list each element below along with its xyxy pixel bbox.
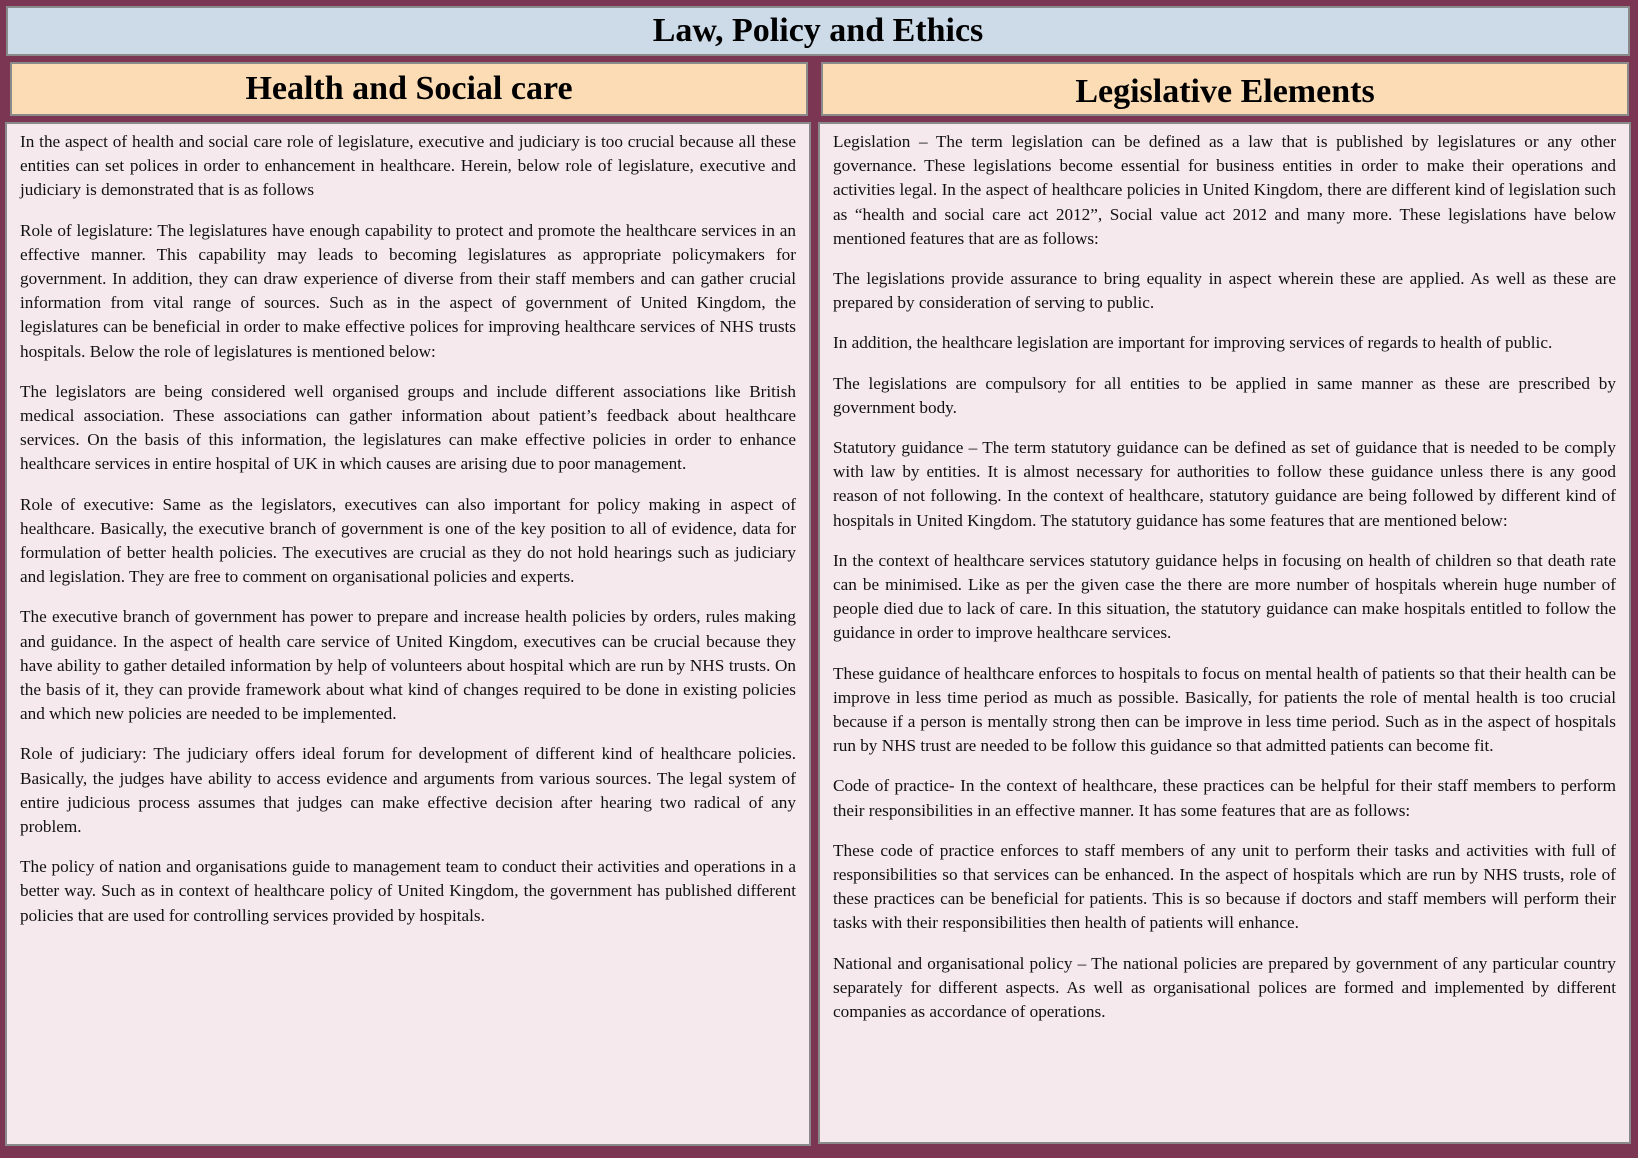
left-paragraph: The executive branch of government has power to prepare and increase health policies by orders, rules making and guidance. In the aspect of health care service of United Kingdom, executives can be crucial because they have ability to gather detailed information by help of volunteers about hospital which are run by NHS trusts. On the basis of it, they can provide framework about what kind of changes required to be done in existing policies and which new policies are needed to be implemented. bbox=[20, 607, 796, 724]
left-paragraph: Role of judiciary: The judiciary offers ideal forum for development of different kind of healthcare policies. Basically, the judges have ability to access evidence and arguments from various sources. The legal system of entire judicious process assumes that judges can make effective decision after hearing two radical of any problem. bbox=[20, 744, 796, 837]
right-paragraph: In addition, the healthcare legislation are important for improving services of regards to health of public. bbox=[833, 333, 1553, 353]
right-paragraph: The legislations are compulsory for all entities to be applied in same manner as these are prescribed by government body. bbox=[833, 373, 1616, 417]
left-column-header bbox=[10, 62, 808, 116]
title-banner bbox=[6, 6, 1630, 56]
left-paragraph: The policy of nation and organisations guide to management team to conduct their activities and operations in a better way. Such as in context of healthcare policy of United Kingdom, the government has published different policies that are used for controlling services provided by hospitals. bbox=[20, 857, 796, 925]
left-text-panel bbox=[5, 122, 811, 1146]
left-paragraph: The legislators are being considered well organised groups and include different associations like British medical association. These associations can gather information about patient’s feedback about healthcare services. On the basis of this information, the legislatures can make effective policies in order to enhance healthcare services in entire hospital of UK in which causes are arising due to poor management. bbox=[20, 381, 796, 474]
left-column-title: Health and Social care bbox=[245, 70, 573, 107]
page-title: Law, Policy and Ethics bbox=[652, 12, 984, 49]
right-paragraph: The legislations provide assurance to bring equality in aspect wherein these are applied. As well as these are prepared by consideration of serving to public. bbox=[833, 269, 1616, 313]
right-paragraph: These code of practice enforces to staff members of any unit to perform their tasks and activities with full of responsibilities so that services can be enhanced. In the aspect of hospitals which are run by NHS trusts, role of these practices can be beneficial for patients. This is so because if doctors and staff members will perform their tasks with their responsibilities then health of patients will enhance. bbox=[833, 840, 1616, 933]
right-column-header bbox=[821, 62, 1629, 116]
left-paragraph: Role of executive: Same as the legislators, executives can also important for policy making in aspect of healthcare. Basically, the executive branch of government is one of the key position to all of evidence, data for formulation of better health policies. The executives are crucial as they do not hold hearings such as judiciary and legislation. They are free to comment on organisational policies and experts. bbox=[20, 494, 796, 587]
right-paragraph: National and organisational policy – The national policies are prepared by government of any particular country separately for different aspects. As well as organisational polices are formed and implemented by different companies as accordance of operations. bbox=[833, 953, 1616, 1022]
right-column-title: Legislative Elements bbox=[1075, 73, 1375, 110]
right-paragraph: These guidance of healthcare enforces to hospitals to focus on mental health of patients so that their health can be improve in less time period as much as possible. Basically, for patients the role of mental health is too crucial because if a person is mentally strong then can be improve in less time period. Such as in the aspect of hospitals run by NHS trust are needed to be follow this guidance so that admitted patients can become fit. bbox=[833, 663, 1616, 756]
right-paragraph: Code of practice- In the context of healthcare, these practices can be helpful for their staff members to perform their responsibilities in an effective manner. It has some features that are as follows: bbox=[833, 776, 1616, 820]
right-text-panel bbox=[818, 122, 1631, 1144]
left-paragraph: Role of legislature: The legislatures have enough capability to protect and promote the healthcare services in an effective manner. This capability may leads to becoming legislatures as appropriate policymakers for government. In addition, they can draw experience of diverse from their staff members and can gather crucial information from vital range of sources. Such as in the aspect of government of United Kingdom, the legislatures can be beneficial in order to make effective polices for improving healthcare services of NHS trusts hospitals. Below the role of legislatures is mentioned below: bbox=[20, 220, 796, 361]
left-paragraph: In the aspect of health and social care role of legislature, executive and judiciary is too crucial because all these entities can set polices in order to enhancement in healthcare. Herein, below role of legislature, executive and judiciary is demonstrated that is as follows bbox=[20, 132, 796, 200]
right-paragraph: Legislation – The term legislation can be defined as a law that is published by legislatures or any other governance. These legislations become essential for business entities in order to make their operations and activities legal. In the aspect of healthcare policies in United Kingdom, there are different kind of legislation such as “health and social care act 2012”, Social value act 2012 and many more. These legislations have below mentioned features that are as follows: bbox=[833, 132, 1616, 248]
right-paragraph: In the context of healthcare services statutory guidance helps in focusing on health of children so that death rate can be minimised. Like as per the given case the there are more number of hospitals wherein huge number of people died due to lack of care. In this situation, the statutory guidance can make hospitals entitled to follow the guidance in order to improve healthcare services. bbox=[833, 550, 1616, 643]
right-paragraph: Statutory guidance – The term statutory guidance can be defined as set of guidance that is needed to be comply with law by entities. It is almost necessary for authorities to follow these guidance unless there is any good reason of not following. In the context of healthcare, statutory guidance are being followed by different kind of hospitals in United Kingdom. The statutory guidance has some features that are mentioned below: bbox=[833, 438, 1616, 530]
